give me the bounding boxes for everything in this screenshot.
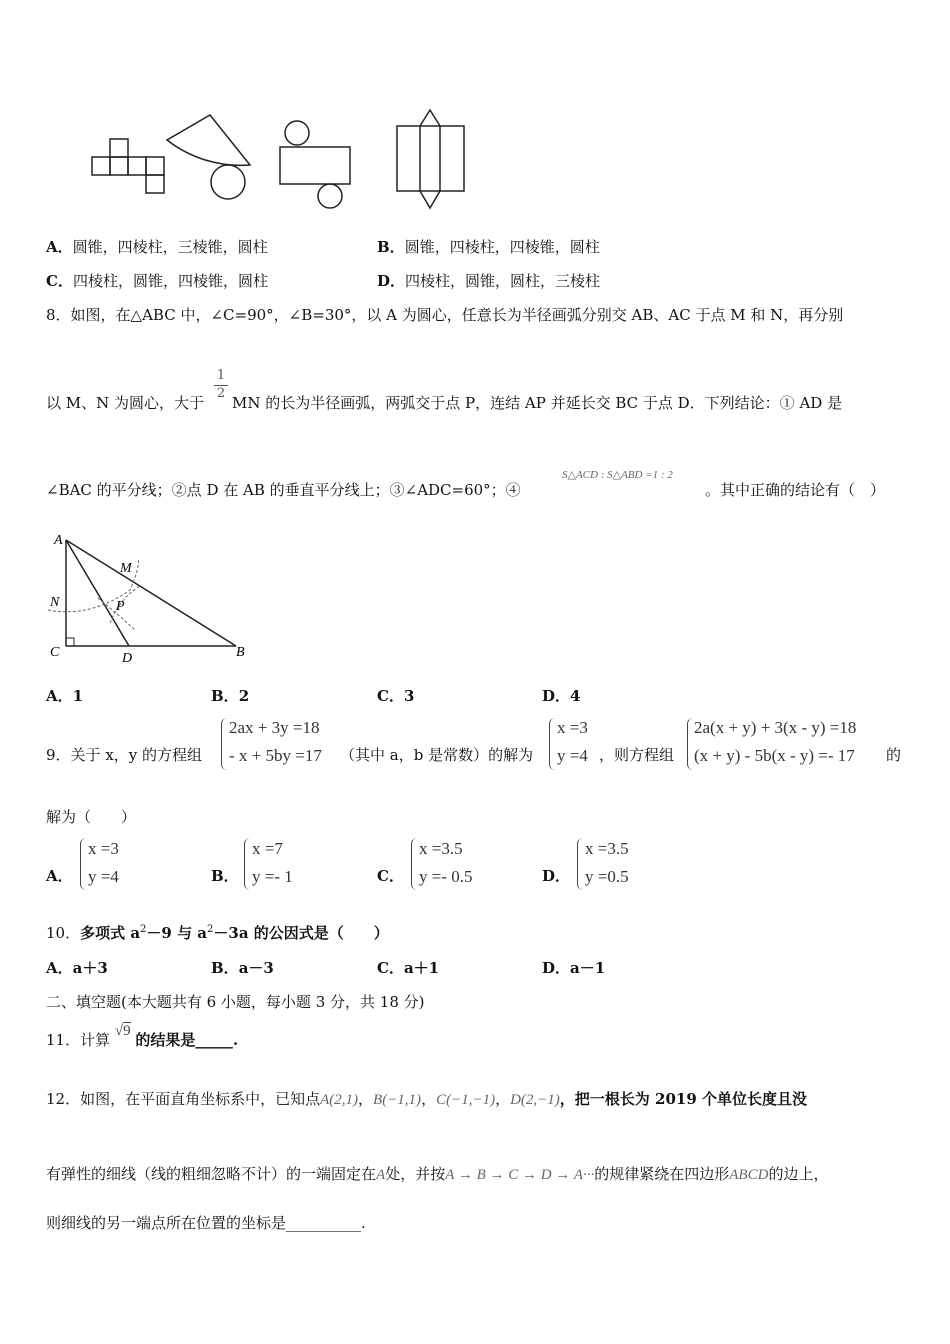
label-n: N xyxy=(50,595,60,610)
q11-text: 11．计算 √9 的结果是_____. xyxy=(46,1023,239,1049)
q8-option-a: A．1 xyxy=(46,687,84,705)
label-a: A xyxy=(54,533,63,548)
q9-line2: 解为（ ） xyxy=(46,808,137,826)
q8-line2-post: MN 的长为半径画弧，两弧交于点 P，连结 AP 并延长交 BC 于点 D．下列结论：① AD 是 xyxy=(232,394,843,412)
prism-net-figure xyxy=(397,110,464,208)
q10-option-a: A．a＋3 xyxy=(46,959,108,977)
q9-mid: （其中 a，b 是常数）的解为 xyxy=(340,746,534,764)
net-figure xyxy=(92,139,164,193)
q8-line1: 8．如图，在△ABC 中，∠C=90°，∠B=30°，以 A 为圆心，任意长为半径画弧分别交 AB、AC 于点 M 和 N，再分别 xyxy=(46,306,844,324)
q10-text: 10．多项式 $a^2-9$ 与 $a^2-3a$ 的公因式是（ ） xyxy=(46,924,389,942)
label-d: D xyxy=(122,651,133,666)
q8-line3: ∠BAC 的平分线；②点 D 在 AB 的垂直平分线上；③∠ADC=60°；④ xyxy=(46,481,521,499)
section2-title: 二、填空题(本大题共有 6 小题，每小题 3 分，共 18 分) xyxy=(46,993,425,1011)
q7-option-b: B．圆锥，四棱柱，四棱锥，圆柱 xyxy=(377,238,600,256)
q9-post: 的 xyxy=(886,746,902,764)
q10-option-c: C．a＋1 xyxy=(377,959,440,977)
q8-line3-post: 。其中正确的结论有（ ） xyxy=(705,481,886,499)
q10-option-d: D．a－1 xyxy=(542,959,606,977)
q9-system1: 2ax + 3y =18 - x + 5by =17 xyxy=(229,718,322,765)
q7-figures xyxy=(40,100,480,220)
q8-line2: 以 M、N 为圆心，大于 xyxy=(46,394,205,412)
q8-fraction: 1 2 xyxy=(214,368,228,401)
q8-triangle-figure xyxy=(40,528,260,668)
q9-option-c: x =3.5 y =- 0.5 xyxy=(419,839,473,886)
q7-option-c: C．四棱柱，圆锥，四棱锥，圆柱 xyxy=(46,272,268,290)
cone-net-figure xyxy=(167,115,250,199)
q10-option-b: B．a－3 xyxy=(211,959,274,977)
label-m: M xyxy=(120,561,132,576)
q12-line1: 12．如图，在平面直角坐标系中，已知点A(2,1)，B(−1,1)，C(−1,−1)，D(2,−1)，把一根长为 2019 个单位长度且没 xyxy=(46,1090,807,1108)
arc-from-m xyxy=(110,586,140,623)
q7-option-a: A．圆锥，四棱柱，三棱锥，圆柱 xyxy=(46,238,268,256)
q8-area-ratio: S△ACD : S△ABD =1 : 2 xyxy=(562,469,673,481)
bisector-ad xyxy=(66,540,129,646)
q12-line2: 有弹性的细线（线的粗细忽略不计）的一端固定在A处，并按A → B → C → D → A···的规律紧绕在四边形ABCD的边上， xyxy=(46,1165,829,1183)
side-ab xyxy=(66,540,236,646)
q9-system2: 2a(x + y) + 3(x - y) =18 (x + y) - 5b(x - y) =- 17 xyxy=(694,718,857,765)
label-c: C xyxy=(50,645,60,660)
label-b: B xyxy=(236,645,245,660)
q9-option-b-key: B． xyxy=(211,867,239,885)
cylinder-net-figure xyxy=(280,121,350,208)
q9-option-d: x =3.5 y =0.5 xyxy=(585,839,629,886)
q12-line3: 则细线的另一端点所在位置的坐标是__________. xyxy=(46,1214,366,1232)
q9-option-a-key: A． xyxy=(46,867,73,885)
q7-option-d: D．四棱柱，圆锥，圆柱，三棱柱 xyxy=(377,272,601,290)
label-p: P xyxy=(116,599,125,614)
q9-option-d-key: D． xyxy=(542,867,571,885)
q9-solution1: x =3 y =4 xyxy=(557,718,588,765)
q8-option-d: D．4 xyxy=(542,687,581,705)
q8-option-b: B．2 xyxy=(211,687,250,705)
q9-option-b: x =7 y =- 1 xyxy=(252,839,293,886)
q9-option-c-key: C． xyxy=(377,867,404,885)
q9-prefix: 9．关于 x，y 的方程组 xyxy=(46,746,203,764)
q8-option-c: C．3 xyxy=(377,687,415,705)
q9-mid2: ，则方程组 xyxy=(599,746,675,764)
q9-option-a: x =3 y =4 xyxy=(88,839,119,886)
